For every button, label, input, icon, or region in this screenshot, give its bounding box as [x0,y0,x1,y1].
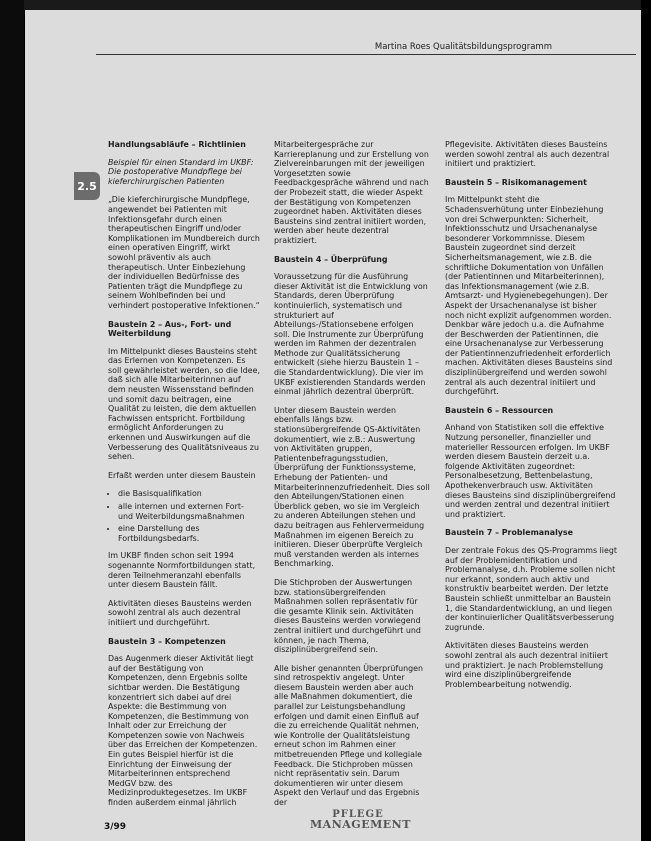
heading-baustein-5: Baustein 5 – Risikomanagement [445,177,587,187]
heading-handlungsablaeufe: Handlungsabläufe – Richtlinien [108,140,246,149]
logo-line-1: PFLEGE [332,809,384,820]
thumb-tab: 2.5 [74,172,100,200]
paragraph: Das Augenmerk dieser Aktivität liegt auf der Bestätigung von Kompetenzen, denn Ergebnis sollte sichtbar werden. Die Bestätigung konzentriert sich dabei auf drei Aspekte: die Bestimmung von Kompetenzen, die Bestimmung von Inhalt oder zur Erreichung der Kompetenzen sowie von Nachweis über das Erreichen der Kompetenzen. Ein gutes Beispiel hierfür ist die Einrichtung der Einweisung der Mitarbeiterinnen entsprechend MedGV bzw. des Medizinproduktegesetzes. Im UKBF finden außerdem einmal jährlich [108,654,258,808]
running-head [96,40,636,55]
paragraph: Der zentrale Fokus des QS-Programms liegt auf der Problemidentifikation und Problemanalyse, d.h. Probleme sollen nicht nur erkannt, sondern auch aktiv und konstruktiv bearbeitet werden. Der letzte Baustein schließt unmittelbar an Baustein 1, die Standardentwicklung, an und liegen der kontinuierlicher Qualitätsverbesserung zugrunde. [445,545,617,632]
paragraph: Im Mittelpunkt steht die Schadensverhütung unter Einbeziehung von drei Schwerpunkten: Sicherheit, Infektionsschutz und Ursachenanalyse besonderer Vorkommnisse. Diesem Baustein zugeordnet sind derzeit Sicherheitsmanagement, wie z.B. die schriftliche Dokumentation von Unfällen (der Patientinnen und Mitarbeiterinnen), das Infektionsmanagement (wie z.B. Amtsarzt- und Hygienebegehungen). Der Aspekt der Ursachenanalyse ist bisher noch nicht explizit aufgenommen worden. Denkbar wäre jedoch u.a. die Aufnahme der Beschwerden der Patientinnen, die eine Ursachenanalyse zur Verbesserung der Patientinnenzufriedenheit erforderlich machen. Aktivitäten dieses Bausteins sind disziplinübergreifend und werden sowohl zentral als auch dezentral initiiert und durchgeführt. [445,195,613,397]
journal-logo [310,809,411,831]
list-item: • alle internen und externen Fort- und Weiterbildungsmaßnahmen [118,502,260,521]
logo-line-2: MANAGEMENT [310,818,411,831]
heading-baustein-4: Baustein 4 – Überprüfung [274,254,388,264]
heading-baustein-3: Baustein 3 – Kompetenzen [108,636,226,646]
standard-example: Beispiel für einen Standard im UKBF: Die postoperative Mundpflege bei kieferchirurgischen Patienten [108,157,254,186]
column-middle [274,140,430,817]
paragraph: Mitarbeitergespräche zur Karriereplanung und zur Erstellung von Zielvereinbarungen mit der jeweiligen Vorgesetzten sowie Feedbackgespräche während und nach der Probezeit statt, die wieder Aspekt der Bestätigung von Kompetenzen zugeordnet haben. Aktivitäten dieses Bausteins sind zentral initiiert worden, werden aber heute dezentral praktiziert. [274,140,429,245]
paragraph: Anhand von Statistiken soll die effektive Nutzung personeller, finanzieller und materieller Ressourcen erfolgen. Im UKBF werden diesem Baustein derzeit u.a. folgende Aktivitäten zugeordnet: Personalbesetzung, Bettenbelastung, Apothekenverbrauch usw. Aktivitäten dieses Bausteins sind disziplinübergreifend und werden zentral und dezentral initiiert und praktiziert. [445,423,616,519]
running-head-text: Martina Roes Qualitätsbildungsprogramm [374,42,552,52]
heading-baustein-7: Baustein 7 – Problemanalyse [445,528,573,538]
heading-baustein-2: Baustein 2 – Aus-, Fort- und Weiterbildung [108,319,232,339]
column-left [108,140,260,817]
paragraph: Unter diesem Baustein werden ebenfalls längs bzw. stationsübergreifende QS-Aktivitäten dokumentiert, wie z.B.: Auswertung von Aktivitäten gruppen, Patientenbefragungsstudien, Überprüfung der Funktionssysteme, Erhebung der Patienten- und Mitarbeiterinnenzufriedenheit. Dies soll den Abteilungen/Stationen einen Überblick geben, wo sie im Vergleich zu anderen Abteilungen stehen und dazu beitragen aus Fehlervermeidung Maßnahmen im eigenen Bereich zu initiieren. Dieser überprüfte Vergleich muß verstanden werden als internes Benchmarking. [274,405,430,569]
paragraph: Voraussetzung für die Ausführung dieser Aktivität ist die Entwicklung von Standards, deren Überprüfung kontinuierlich, systematisch und strukturiert auf Abteilungs-/Stationsebene erfolgen soll. Die Instrumente zur Überprüfung werden im Rahmen der dezentralen Methode zur Qualitätssicherung entwickelt (siehe hierzu Baustein 1 – die Standardentwicklung). Die vier im UKBF existierenden Standards werden einmal jährlich dezentral überprüft. [274,272,428,397]
paragraph: Die Stichproben der Auswertungen bzw. stationsübergreifenden Maßnahmen sollen repräsentativ für die gesamte Klinik sein. Aktivitäten dieses Bausteins werden vorwiegend zentral initiiert und durchgeführt und können, je nach Thema, disziplinübergreifend sein. [274,577,421,655]
paragraph: Pflegevisite. Aktivitäten dieses Bausteins werden sowohl zentral als auch dezentral initiiert und praktiziert. [445,140,610,169]
scan-shadow-right [641,0,651,841]
scan-shadow-left [0,0,24,841]
column-right [445,140,617,698]
baustein-2-list [108,489,260,543]
heading-baustein-6: Baustein 6 – Ressourcen [445,405,554,415]
list-item: • die Basisqualifikation [118,489,260,499]
paragraph: Im Mittelpunkt dieses Bausteins steht das Erlernen von Kompetenzen. Es soll gewährleistet werden, so die Idee, daß sich alle Mitarbeiterinnen auf dem neusten Wissensstand befinden und somit dazu beitragen, eine Qualität zu leisten, die dem aktuellen Fachwissen entspricht. Fortbildung ermöglicht Anforderungen zu erkennen und Auswirkungen auf die Verbesserung des Qualitätsniveaus zu sehen. [108,346,260,462]
paragraph: Aktivitäten dieses Bausteins werden sowohl zentral als auch dezentral initiiert und durchgeführt. [108,598,252,627]
paragraph: Aktivitäten dieses Bausteins werden sowohl zentral als auch dezentral initiiert und praktiziert. Je nach Problemstellung wird eine disziplinübergreifende Problembearbeitung notwendig. [445,641,608,689]
list-item: • eine Darstellung des Fortbildungsbedarfs. [118,524,260,543]
paragraph: Erfaßt werden unter diesem Baustein [108,470,256,480]
standard-quote: „Die kieferchirurgische Mundpflege, angewendet bei Patienten mit Infektionsgefahr durch einen therapeutischen Eingriff und/oder Komplikationen im Mundbereich durch einen operativen Eingriff, wirkt sowohl präventiv als auch therapeutisch. Unter Einbeziehung der individuellen Bedürfnisse des Patienten trägt die Mundpflege zu seinem Wohlbefinden bei und verhindert postoperative Infektionen.“ [108,195,260,310]
page-number: 3/99 [104,822,127,832]
paragraph: Alle bisher genannten Überprüfungen sind retrospektiv angelegt. Unter diesem Baustein werden aber auch alle Maßnahmen dokumentiert, die parallel zur Leistungsbehandlung erfolgen und damit einen Einfluß auf die zu erreichende Qualität nehmen, wie Kontrolle der Qualitätsleistung erneut schon im Rahmen einer mitbetreuenden Pflege und kollegiale Feedback. Die Stichproben müssen nicht repräsentativ sein. Darum dokumentieren wir unter diesem Aspekt den Verlauf und das Ergebnis der [274,663,424,807]
paragraph: Im UKBF finden schon seit 1994 sogenannte Normfortbildungen statt, deren Teilnehmeranzahl ebenfalls unter diesem Baustein fällt. [108,551,256,590]
